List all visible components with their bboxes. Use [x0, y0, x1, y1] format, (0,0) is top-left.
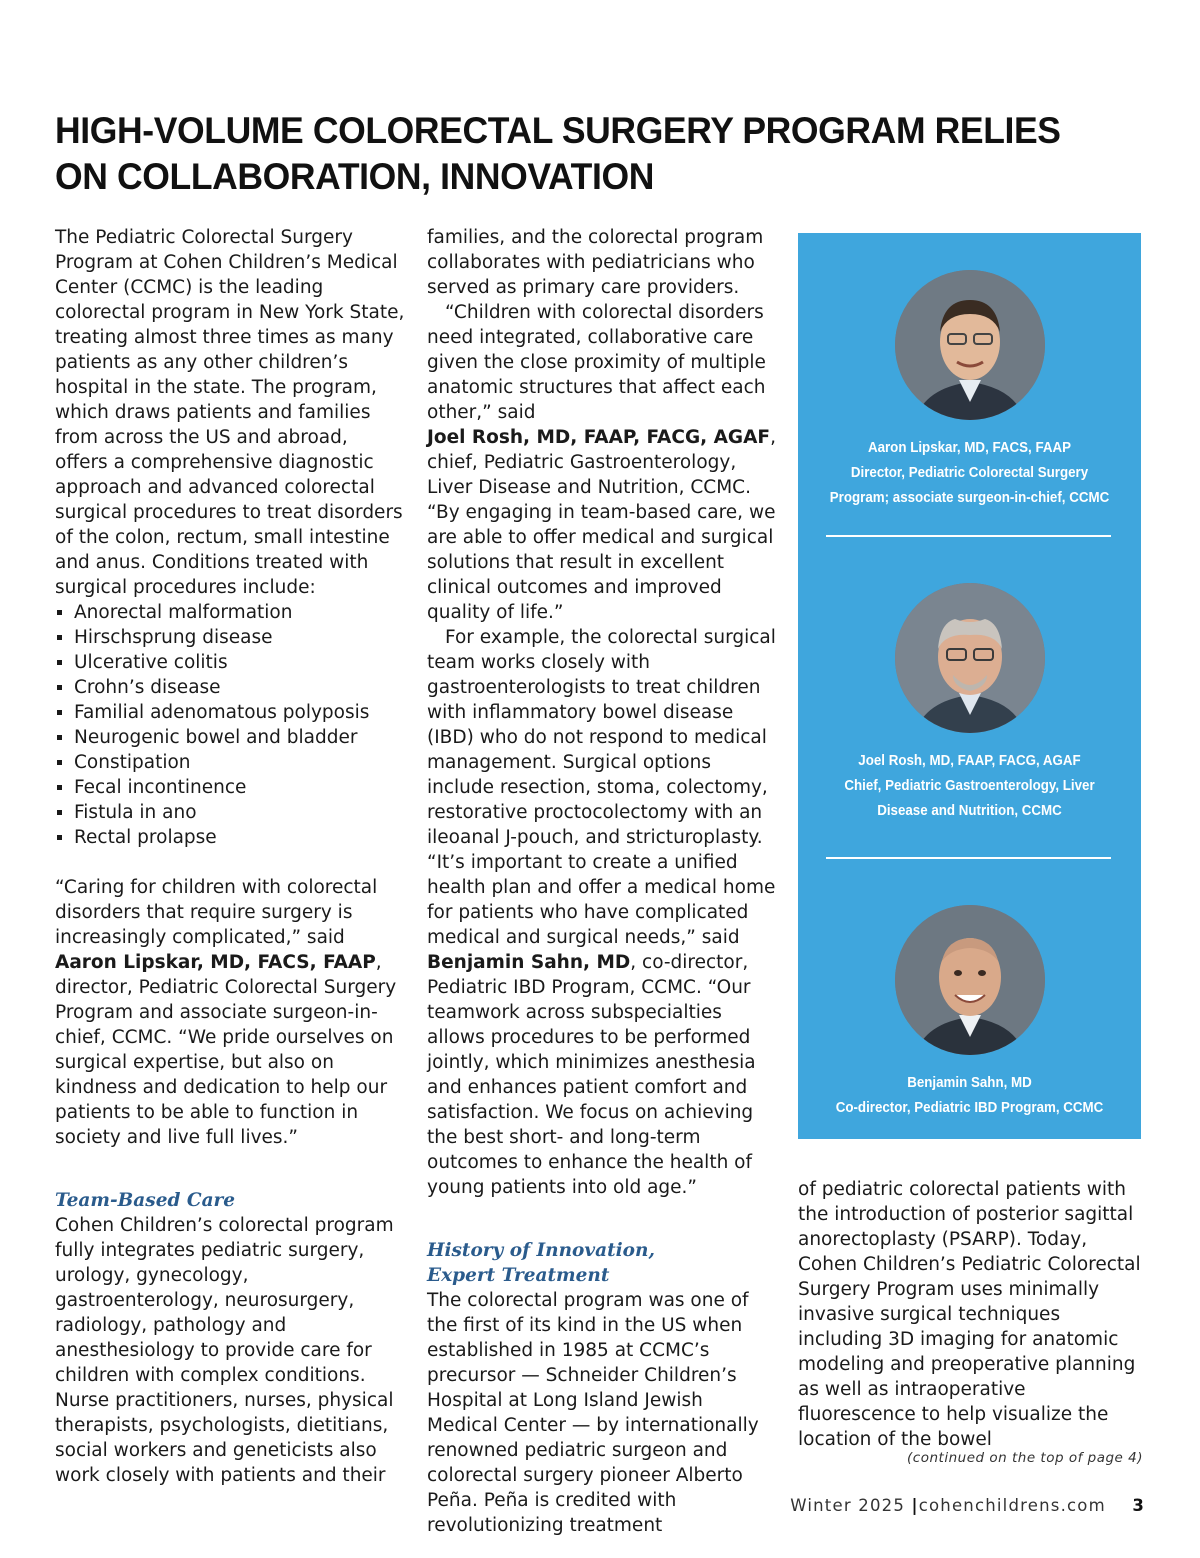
quote-text: , chief, Pediatric Gastroenterology, Liver Disease and Nutrition, CCMC. “By engaging in team-based care, we are able to offer medical and surgical solutions that result in excellent clinical outcomes and improved quality of life.” [427, 427, 776, 623]
rosh-portrait [895, 583, 1045, 733]
continued-note: (continued on the top of page 4) [907, 1450, 1143, 1466]
list-item: Constipation [55, 750, 405, 775]
quoted-name-lipskar: Aaron Lipskar, MD, FACS, FAAP [55, 952, 376, 973]
physician-name: Joel Rosh, MD, FAAP, FACG, AGAF [858, 753, 1081, 769]
physician-sidebar [798, 233, 1141, 1139]
intro-paragraph: The Pediatric Colorectal Surgery Program at Cohen Children’s Medical Center (CCMC) is the leading colorectal program in New York State, treating almost three times as many patients as any other children’s hospital in the state. The program, which draws patients and families from across the US and abroad, offers a comprehensive diagnostic approach and advanced colorectal surgical procedures to treat disorders of the colon, rectum, small intestine and anus. Conditions treated with surgical procedures include: [55, 227, 405, 598]
quote-text: “Children with colorectal disorders need integrated, collaborative care given the close proximity of multiple anatomic structures that affect each other,” said [427, 302, 766, 423]
physician-card-lipskar [798, 270, 1141, 511]
conditions-list [55, 600, 405, 850]
physician-card-rosh [798, 583, 1141, 824]
issue-date: Winter 2025 [790, 1496, 906, 1515]
sahn-quote-paragraph [427, 625, 777, 1200]
list-item: Rectal prolapse [55, 825, 405, 850]
article-headline: HIGH-VOLUME COLORECTAL SURGERY PROGRAM RELIES ON COLLABORATION, INNOVATION [55, 110, 1061, 197]
physician-name: Aaron Lipskar, MD, FACS, FAAP [867, 440, 1072, 456]
list-item: Hirschsprung disease [55, 625, 405, 650]
list-item: Anorectal malformation [55, 600, 405, 625]
physician-title: Co-director, Pediatric IBD Program, CCMC [835, 1100, 1104, 1116]
list-item: Neurogenic bowel and bladder [55, 725, 405, 750]
quote-text: , co-director, Pediatric IBD Program, CCMC. “Our teamwork across subspecialties allows procedures to be performed jointly, which minimizes anesthesia and enhances patient comfort and satisfaction. We focus on achieving the best short- and long-term outcomes to enhance the health of young patients into old age.” [427, 952, 756, 1198]
sidebar-divider [826, 535, 1111, 537]
quote-text: For example, the colorectal surgical team works closely with gastroenterologists to treat children with inflammatory bowel disease (IBD) who do not respond to medical management. Surgical options include resection, stoma, colectomy, restorative proctocolectomy with an ileoanal J-pouch, and stricturoplasty. “It’s important to create a unified health plan and offer a medical home for patients who have complicated medical and surgical needs,” said [427, 627, 776, 948]
quoted-name-sahn: Benjamin Sahn, MD [427, 952, 631, 973]
physician-title: Director, Pediatric Colorectal Surgery [850, 465, 1089, 481]
families-paragraph: families, and the colorectal program collaborates with pediatricians who served as primary care providers. [427, 227, 764, 298]
physician-title: Chief, Pediatric Gastroenterology, Liver [844, 778, 1095, 794]
quote-text: “Caring for children with colorectal disorders that require surgery is increasingly complicated,” said [55, 877, 378, 948]
article-column-2 [427, 225, 777, 1538]
list-item: Fecal incontinence [55, 775, 405, 800]
physician-name: Benjamin Sahn, MD [907, 1075, 1032, 1091]
physician-card-sahn [798, 905, 1141, 1121]
sidebar-divider [826, 857, 1111, 859]
sahn-portrait [895, 905, 1045, 1055]
quoted-name-rosh: Joel Rosh, MD, FAAP, FACG, AGAF [427, 427, 771, 448]
lipskar-quote-paragraph [55, 875, 405, 1150]
list-item: Ulcerative colitis [55, 650, 405, 675]
website-link[interactable]: cohenchildrens.com [918, 1496, 1106, 1515]
psarp-paragraph: of pediatric colorectal patients with the introduction of posterior sagittal anorectoplasty (PSARP). Today, Cohen Children’s Pediatric Colorectal Surgery Program uses minimally invasive surgical techniques including 3D imaging for anatomic modeling and preoperative planning as well as intraoperative fluorescence to help visualize the location of the bowel [798, 1179, 1141, 1450]
quote-text: , director, Pediatric Colorectal Surgery Program and associate surgeon-in-chief, CCMC. “We pride ourselves on surgical expertise, but also on kindness and dedication to help our patients to be able to function in society and live full lives.” [55, 952, 397, 1148]
team-care-paragraph: Cohen Children’s colorectal program fully integrates pediatric surgery, urology, gynecology, gastroenterology, neurosurgery, radiology, pathology and anesthesiology to provide care for children with complex conditions. Nurse practitioners, nurses, physical therapists, psychologists, dietitians, social workers and geneticists also work closely with patients and their [55, 1215, 394, 1486]
subhead-team-based-care: Team-Based Care [55, 1190, 236, 1211]
history-paragraph: The colorectal program was one of the first of its kind in the US when established in 1985 at CCMC’s precursor — Schneider Children’s Hospital at Long Island Jewish Medical Center — by internationally renowned pediatric surgeon and colorectal surgery pioneer Alberto Peña. Peña is credited with revolutionizing treatment [427, 1290, 759, 1536]
footer-separator: | [911, 1496, 919, 1515]
list-item: Fistula in ano [55, 800, 405, 825]
article-column-3 [798, 1177, 1143, 1452]
physician-title: Program; associate surgeon-in-chief, CCMC [829, 490, 1110, 506]
subhead-history-line-2: Expert Treatment [427, 1265, 610, 1286]
subhead-history-line-1: History of Innovation, [427, 1240, 655, 1261]
article-column-1 [55, 225, 405, 1488]
lipskar-portrait [895, 270, 1045, 420]
list-item: Crohn’s disease [55, 675, 405, 700]
page-footer [790, 1496, 1145, 1515]
list-item: Familial adenomatous polyposis [55, 700, 405, 725]
physician-title: Disease and Nutrition, CCMC [877, 803, 1062, 819]
rosh-quote-paragraph [427, 300, 777, 625]
page-number: 3 [1132, 1496, 1145, 1515]
